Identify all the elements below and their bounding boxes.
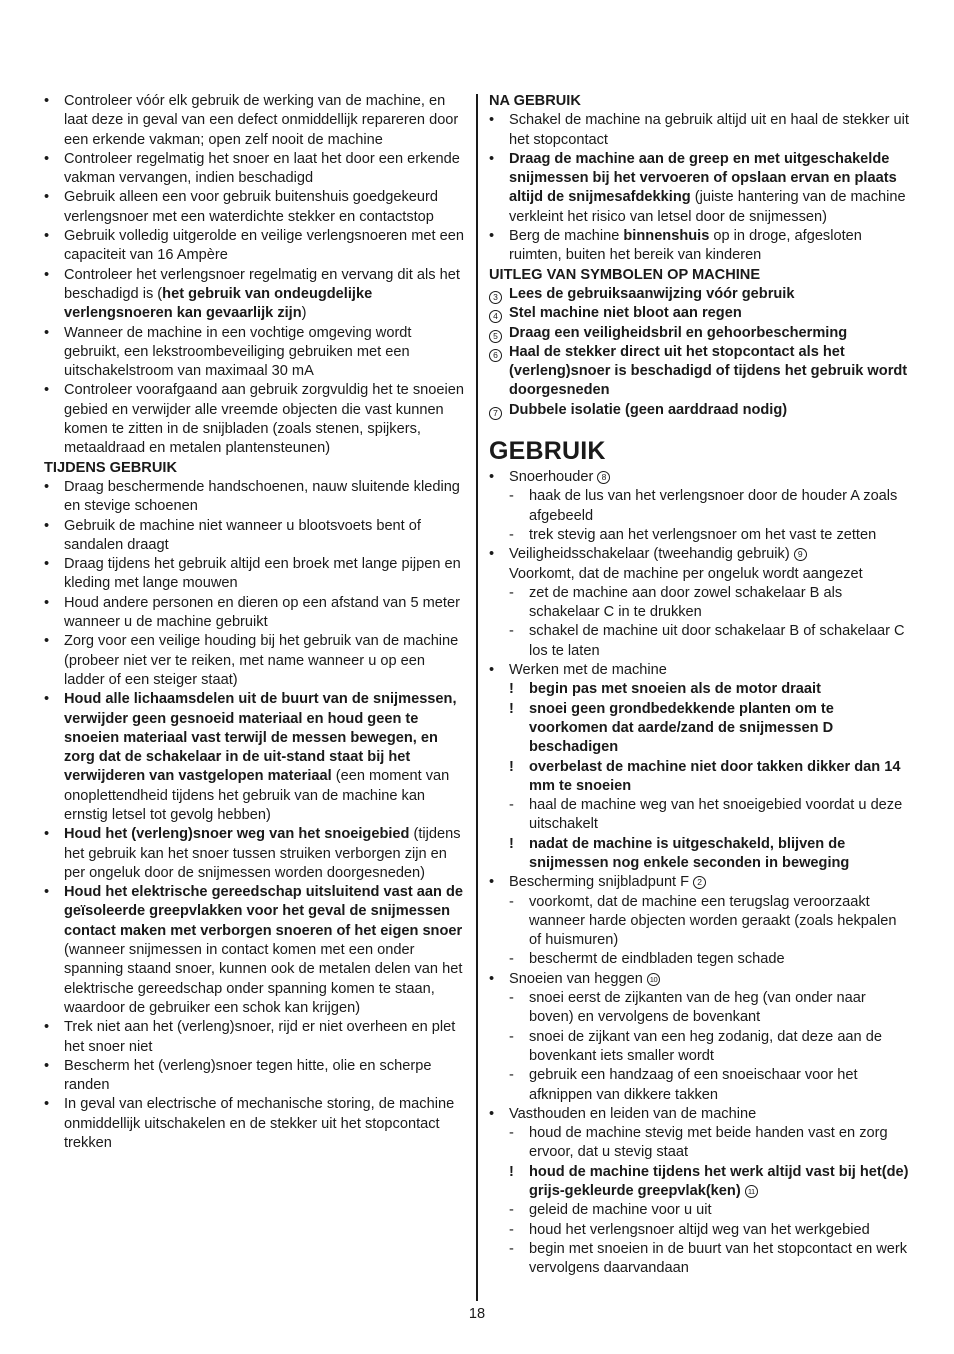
figure-ref-badge: 2: [693, 876, 706, 889]
symbol-item: 3 Lees de gebruiksaanwijzing vóór gebruik: [489, 285, 911, 304]
figure-ref-badge: 6: [489, 349, 502, 362]
during-use-list: [44, 478, 468, 1153]
figure-ref-badge: 3: [489, 291, 502, 304]
list-item: • Bescherm het (verleng)snoer tegen hitte, olie en scherpe randen: [44, 1057, 432, 1094]
figure-ref-badge: 10: [647, 973, 660, 986]
list-item: • Controleer regelmatig het snoer en laat het door een erkende vakman vervangen, indien beschadigd: [44, 150, 460, 187]
list-item: • Snoerhouder 8 - haak de lus van het verlengsnoer door de houder A zoals afgebeeld - trek stevig aan het verlengsnoer om het vast te zetten: [489, 468, 911, 545]
sub-item: - trek stevig aan het verlengsnoer om het vast te zetten: [509, 526, 877, 543]
list-item: • Draag tijdens het gebruik altijd een broek met lange pijpen en kleding met lange mouwen: [44, 556, 461, 592]
list-item: • Gebruik volledig uitgerolde en veilige verlengsnoeren met een capaciteit van 16 Ampère: [44, 228, 464, 264]
after-use-list: [489, 111, 911, 265]
figure-ref-badge: 8: [597, 471, 610, 484]
symbol-item: 6 Haal de stekker direct uit het stopcontact als het (verleng)snoer is beschadigd of tijdens het gebruik wordt doorgesneden: [489, 343, 911, 401]
list-item: • Houd het elektrische gereedschap uitsluitend vast aan de geïsoleerde greepvlakken voor het geval de snijmessen contact maken met verborgen snoeren of het eigen snoer (wanneer snijmessen in contact komen met een onder spanning staand snoer, kunnen ook de metalen delen van het elektrische gereedschap onder spanning komen te staan, waardoor de gebruiker een schok kan krijgen): [44, 884, 464, 1016]
list-item: • Houd alle lichaamsdelen uit de buurt van de snijmessen, verwijder geen gesnoeid materiaal en houd geen te snoeien materiaal vast terwijl de messen bewegen, en zorg dat de schakelaar in de uit-stand staat bij het verwijderen van vastgelopen materiaal (een moment van onoplettendheid tijdens het gebruik van de machine kan ernstig letsel tot gevolg hebben): [44, 691, 457, 823]
sub-item: - voorkomt, dat de machine een terugslag veroorzaakt wanneer harde objecten worden geraakt (zoals hekpalen of huismuren): [509, 893, 897, 949]
column-divider: [476, 94, 478, 1301]
sub-item: - schakel de machine uit door schakelaar B of schakelaar C los te laten: [509, 623, 905, 659]
warning-item: ! overbelast de machine niet door takken dikker dan 14 mm te snoeien: [509, 758, 901, 794]
warning-item: ! begin pas met snoeien als de motor draait: [509, 681, 821, 698]
page-number: 18: [468, 1306, 486, 1322]
during-use-heading: TIJDENS GEBRUIK: [44, 459, 177, 476]
list-item: • Gebruik de machine niet wanneer u blootsvoets bent of sandalen draagt: [44, 517, 421, 553]
sub-item: - begin met snoeien in de buurt van het stopcontact en werk vervolgens daarvandaan: [509, 1240, 908, 1277]
sub-item: - geleid de machine voor u uit: [509, 1202, 712, 1219]
figure-ref-badge: 5: [489, 330, 502, 343]
right-column: [489, 92, 911, 1279]
sub-item: - beschermt de eindbladen tegen schade: [509, 951, 785, 968]
list-item: • Werken met de machine ! begin pas met snoeien als de motor draait ! snoei geen grondbedekkende planten om te voorkomen dat aarde/zand de snijmessen D beschadigen ! overbelast de machine niet door takken dikker dan 14 mm te snoeien - haal de machine weg van het snoeigebied voordat u deze uitschakelt ! nadat de machine is uitgeschakeld, blijven de snijmessen nog enkele seconden in beweging: [489, 661, 911, 873]
sub-item: - houd de machine stevig met beide handen vast en zorg ervoor, dat u stevig staat: [509, 1125, 888, 1161]
symbols-list: [489, 285, 911, 420]
list-item: • Houd andere personen en dieren op een afstand van 5 meter wanneer u de machine gebruikt: [44, 594, 460, 631]
symbol-item: 7 Dubbele isolatie (geen aarddraad nodig): [489, 401, 911, 420]
sub-item: - snoei de zijkant van een heg zodanig, dat deze aan de bovenkant iets smaller wordt: [509, 1028, 882, 1064]
list-item: • Gebruik alleen een voor gebruik buitenshuis goedgekeurd verlengsnoer met een waterdichte stekker en contactstop: [44, 189, 439, 225]
figure-ref-badge: 9: [794, 548, 807, 561]
list-item: • Controleer voorafgaand aan gebruik zorgvuldig het te snoeien gebied en verwijder alle vreemde objecten die vast kunnen komen te zitten in de snijbladen (zoals stenen, spijkers, metaaldraad en metalen plantensteunen): [44, 382, 464, 457]
sub-item: - haal de machine weg van het snoeigebied voordat u deze uitschakelt: [509, 797, 903, 833]
figure-ref-badge: 4: [489, 310, 502, 323]
list-item: • Bescherming snijbladpunt F 2 - voorkomt, dat de machine een terugslag veroorzaakt wanneer harde objecten worden geraakt (zoals hekpalen of huismuren) - beschermt de eindbladen tegen schade: [489, 873, 911, 969]
sub-item: - snoei eerst de zijkanten van de heg (van onder naar boven) en vervolgens de bovenkant: [509, 990, 866, 1026]
sub-item: - zet de machine aan door zowel schakelaar B als schakelaar C in te drukken: [509, 584, 843, 621]
list-item: • Houd het (verleng)snoer weg van het snoeigebied (tijdens het gebruik kan het snoer tussen struiken verborgen zijn en per ongeluk door de snijmessen worden doorgesneden): [44, 826, 461, 881]
sub-item: - haak de lus van het verlengsnoer door de houder A zoals afgebeeld: [509, 488, 898, 524]
symbol-item: 5 Draag een veiligheidsbril en gehoorbescherming: [489, 324, 911, 343]
left-column: [44, 92, 468, 1153]
symbols-heading: UITLEG VAN SYMBOLEN OP MACHINE: [489, 266, 761, 283]
list-item: • Zorg voor een veilige houding bij het gebruik van de machine (probeer niet ver te reiken, met name wanneer u op een ladder of een steiger staat): [44, 633, 459, 688]
section-title: GEBRUIK: [489, 437, 606, 466]
sub-item: - houd het verlengsnoer altijd weg van het werkgebied: [509, 1221, 870, 1238]
usage-list: [489, 468, 911, 1278]
warning-item: ! snoei geen grondbedekkende planten om te voorkomen dat aarde/zand de snijmessen D beschadigen: [509, 700, 834, 756]
after-use-heading: NA GEBRUIK: [489, 93, 581, 109]
list-item: • Wanneer de machine in een vochtige omgeving wordt gebruikt, een lekstroombeveiliging gebruiken met een uitschakelstroom van maximaal 30 mA: [44, 324, 412, 380]
list-item: • Snoeien van heggen 10 - snoei eerst de zijkanten van de heg (van onder naar boven) en vervolgens de bovenkant - snoei de zijkant van een heg zodanig, dat deze aan de bovenkant iets smaller wordt - gebruik een handzaag of een snoeischaar voor het afknippen van dikkere takken: [489, 970, 911, 1105]
warning-item: ! houd de machine tijdens het werk altijd vast bij het(de) grijs-gekleurde greepvlak(ken) 11: [509, 1163, 909, 1200]
list-item: • Vasthouden en leiden van de machine - houd de machine stevig met beide handen vast en zorg ervoor, dat u stevig staat ! houd de machine tijdens het werk altijd vast bij het(de) grijs-gekleurde greepvlak(ken) 11 - geleid de machine voor u uit - houd het verlengsnoer altijd weg van het werkgebied - begin met snoeien in de buurt van het stopcontact en werk vervolgens daarvandaan: [489, 1105, 911, 1279]
figure-ref-badge: 11: [745, 1185, 758, 1198]
list-item: • Controleer het verlengsnoer regelmatig en vervang dit als het beschadigd is (het gebruik van ondeugdelijke verlengsnoeren kan gevaarlijk zijn): [44, 266, 460, 322]
symbol-item: 4 Stel machine niet bloot aan regen: [489, 304, 911, 323]
list-item: • Schakel de machine na gebruik altijd uit en haal de stekker uit het stopcontact: [489, 112, 909, 148]
list-item: • Draag de machine aan de greep en met uitgeschakelde snijmessen bij het vervoeren of opslaan ervan en plaats altijd de snijmesafdekking (juiste hantering van de machine verkleint het risico van letsel door de snijmessen): [489, 150, 906, 225]
warning-item: ! nadat de machine is uitgeschakeld, blijven de snijmessen nog enkele seconden in beweging: [509, 835, 850, 871]
list-item: • Controleer vóór elk gebruik de werking van de machine, en laat deze in geval van een defect onmiddellijk repareren door een erkende vakman; open zelf nooit de machine: [44, 93, 459, 148]
intro-list: [44, 92, 468, 459]
list-item: • Berg de machine binnenshuis op in droge, afgesloten ruimten, buiten het bereik van kinderen: [489, 228, 862, 264]
list-item: • Veiligheidsschakelaar (tweehandig gebruik) 9 Voorkomt, dat de machine per ongeluk wordt aangezet - zet de machine aan door zowel schakelaar B als schakelaar C in te drukken - schakel de machine uit door schakelaar B of schakelaar C los te laten: [489, 545, 911, 661]
list-item: • In geval van electrische of mechanische storing, de machine onmiddellijk uitschakelen en de stekker uit het stopcontact trekken: [44, 1096, 455, 1152]
list-item: • Trek niet aan het (verleng)snoer, rijd er niet overheen en plet het snoer niet: [44, 1019, 456, 1055]
list-item: • Draag beschermende handschoenen, nauw sluitende kleding en stevige schoenen: [44, 478, 460, 515]
sub-item: - gebruik een handzaag of een snoeischaar voor het afknippen van dikkere takken: [509, 1067, 858, 1103]
figure-ref-badge: 7: [489, 407, 502, 420]
